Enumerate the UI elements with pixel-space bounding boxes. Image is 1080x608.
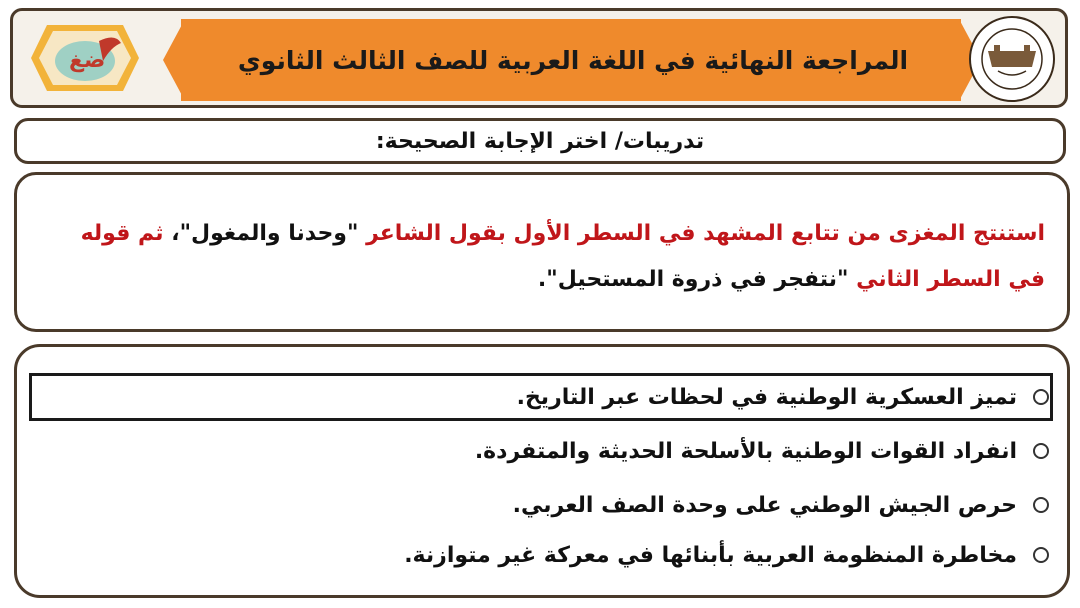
header-banner	[10, 8, 1068, 108]
option-label: تميز العسكرية الوطنية في لحظات عبر التاريخ.	[516, 384, 1017, 410]
question-quote2: "نتفجر في ذروة المستحيل".	[537, 267, 857, 292]
radio-circle-icon[interactable]	[1033, 443, 1049, 459]
brand-logo-icon	[29, 21, 141, 95]
option-2[interactable]	[35, 429, 1049, 473]
radio-circle-icon[interactable]	[1033, 497, 1049, 513]
radio-circle-icon[interactable]	[1033, 389, 1049, 405]
question-part1: استنتج المغزى من تتابع المشهد في السطر الأول بقول الشاعر	[366, 221, 1045, 246]
question-part2: ثم قوله في السطر الثاني	[80, 221, 1045, 292]
option-1[interactable]	[35, 375, 1049, 419]
page-title: المراجعة النهائية في اللغة العربية للصف الثالث الثانوي	[237, 45, 909, 75]
options-box	[14, 344, 1070, 598]
option-3[interactable]	[35, 483, 1049, 527]
question-quote1: "وحدنا والمغول"،	[163, 221, 367, 246]
option-label: انفراد القوات الوطنية بالأسلحة الحديثة والمتفردة.	[474, 438, 1017, 464]
question-text	[39, 211, 1045, 303]
ministry-seal-icon	[968, 15, 1056, 103]
svg-text:ضغ: ضغ	[69, 48, 106, 73]
question-box	[14, 172, 1070, 332]
radio-circle-icon[interactable]	[1033, 547, 1049, 563]
option-label: حرص الجيش الوطني على وحدة الصف العربي.	[512, 492, 1017, 518]
instruction-box	[14, 118, 1066, 164]
option-label: مخاطرة المنظومة العربية بأبنائها في معركة غير متوازنة.	[404, 542, 1017, 568]
instruction-text: تدريبات/ اختر الإجابة الصحيحة:	[375, 128, 705, 154]
option-4[interactable]	[35, 533, 1049, 577]
